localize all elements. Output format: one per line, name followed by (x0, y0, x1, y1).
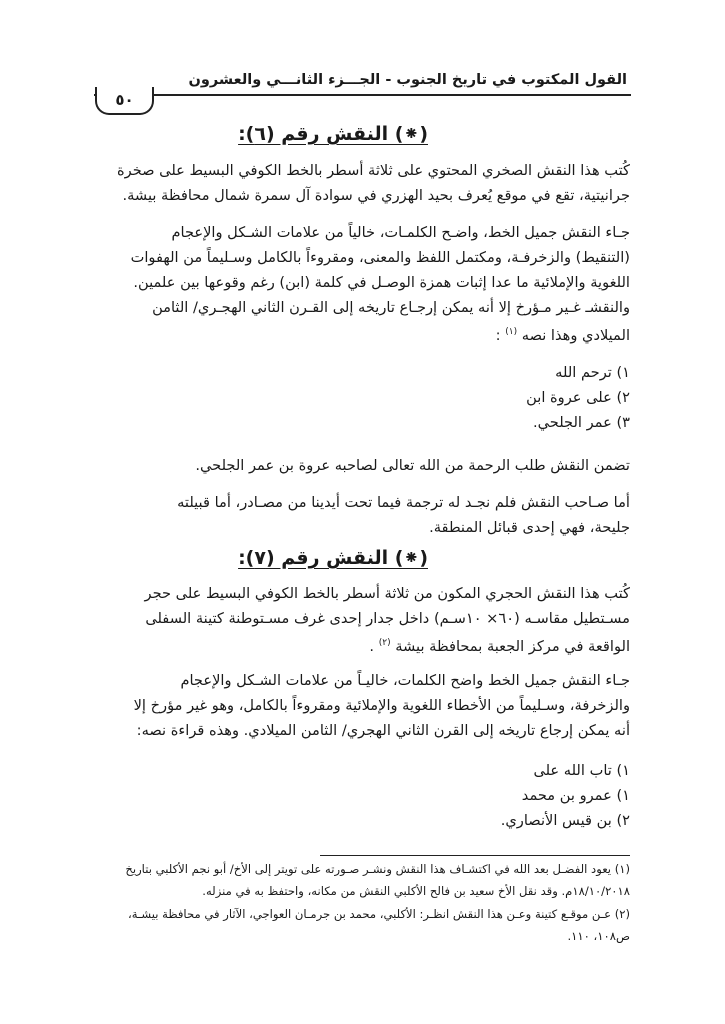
paragraph-line: كُتب هذا النقش الحجري المكون من ثلاثة أسطر بالخط الكوفي البسيط على حجر (144, 585, 630, 602)
paragraph-line: جليحة، فهي إحدى قبائل المنطقة. (429, 519, 630, 536)
paragraph-line: والنقشـ غـير مـؤرخ إلا أنه يمكن إرجـاع تاريخه إلى القـرن الثاني الهجـري/ الثامن (152, 299, 630, 316)
paragraph-line: اللغوية والإملائية ما عدا إثبات همزة الوصـل في كلمة (ابن) رغم وقوعها بين علمين. (133, 274, 630, 291)
paragraph-line: والزخرفة، وسـليماً من الأخطاء اللغوية والإملائية ومقروءاً بالكامل، وهو غير مؤرخ إلا (133, 697, 630, 714)
paragraph-punct: : (495, 326, 501, 344)
footnote-line: (٢) عـن موقـع كتينة وعـن هذا النقش انظـر: الأكلبي، محمد بن جرمـان العواجي، الآثار في محافظة بيشـة، (128, 907, 630, 921)
footnote-line: ص١٠٨، ١١٠. (567, 929, 630, 943)
footnote-line: ١٨/١٠/٢٠١٨م. وقد نقل الأخ سعيد بن فالح الأكلبي النقش من مكانه، واحتفظ به في منزله. (202, 884, 630, 898)
list-item: ٢) على عروة ابن (526, 389, 630, 406)
paragraph-line: جـاء النقش جميل الخط، واضـح الكلمـات، خالياً من علامات الشـكل والإعجام (171, 224, 630, 241)
paragraph-line: أنه يمكن إرجاع تاريخه إلى القرن الثاني الهجري/ الثامن الميلادي. وهذه قراءة نصه: (136, 722, 630, 739)
footnote-separator (320, 855, 630, 856)
footnote-ref: (٢) (378, 638, 391, 648)
paragraph-text: الميلادي وهذا نصه (521, 326, 630, 344)
list-item: ٣) عمر الجلحي. (533, 414, 630, 431)
footnote-ref: (١) (505, 327, 518, 337)
paragraph-line: أما صـاحب النقش فلم نجـد له ترجمة فيما تحت أيدينا من مصـادر، أما قبيلته (177, 494, 630, 511)
paragraph-text: الواقعة في مركز الجعبة بمحافظة بيشة (395, 637, 630, 655)
list-item: ١) عمرو بن محمد (521, 787, 630, 804)
running-header-title: القول المكتوب في تاريخ الجنوب - الجـــزء الثانـــي والعشرون (188, 72, 627, 88)
list-item: ١) ترحم الله (555, 364, 630, 381)
paragraph-line: جـاء النقش جميل الخط واضح الكلمات، خاليـاً من علامات الشـكل والإعجام (180, 672, 630, 689)
paragraph-line (496, 320, 630, 348)
header-rule (94, 94, 631, 96)
paragraph-punct: . (369, 637, 375, 655)
list-item: ١) تاب الله على (533, 762, 630, 779)
paragraph-line: تضمن النقش طلب الرحمة من الله تعالى لصاحبه عروة بن عمر الجلحي. (195, 457, 630, 474)
section-heading-inscription-6: (⁕) النقش رقم (٦): (238, 123, 428, 145)
section-heading-inscription-7: (⁕) النقش رقم (٧): (238, 547, 428, 569)
list-item: ٢) بن قيس الأنصاري. (500, 812, 630, 829)
page-number: ٥٠ (95, 87, 154, 115)
paragraph-line: كُتب هذا النقش الصخري المحتوي على ثلاثة أسطر بالخط الكوفي البسيط على صخرة (117, 162, 630, 179)
paragraph-line: (التنقيط) والزخرفـة، ومكتمل اللفظ والمعنى، ومقروءاً بالكامل وسـليماً من الهفوات (130, 249, 630, 266)
paragraph-line (369, 631, 630, 659)
footnote-line: (١) يعود الفضـل بعد الله في اكتشـاف هذا النقش ونشـر صـورته على تويتر إلى الأخ/ أبو نجم الأكلبي بتاريخ (125, 862, 630, 876)
paragraph-line: مسـتطيل مقاسـه (٦٠× ١٠سـم) داخل جدار إحدى غرف مسـتوطنة كتينة السفلى (145, 610, 630, 627)
paragraph-line: جرانيتية، تقع في موقع يُعرف بحيد الهزري في سوادة آل سمرة شمال محافظة بيشة. (122, 187, 630, 204)
